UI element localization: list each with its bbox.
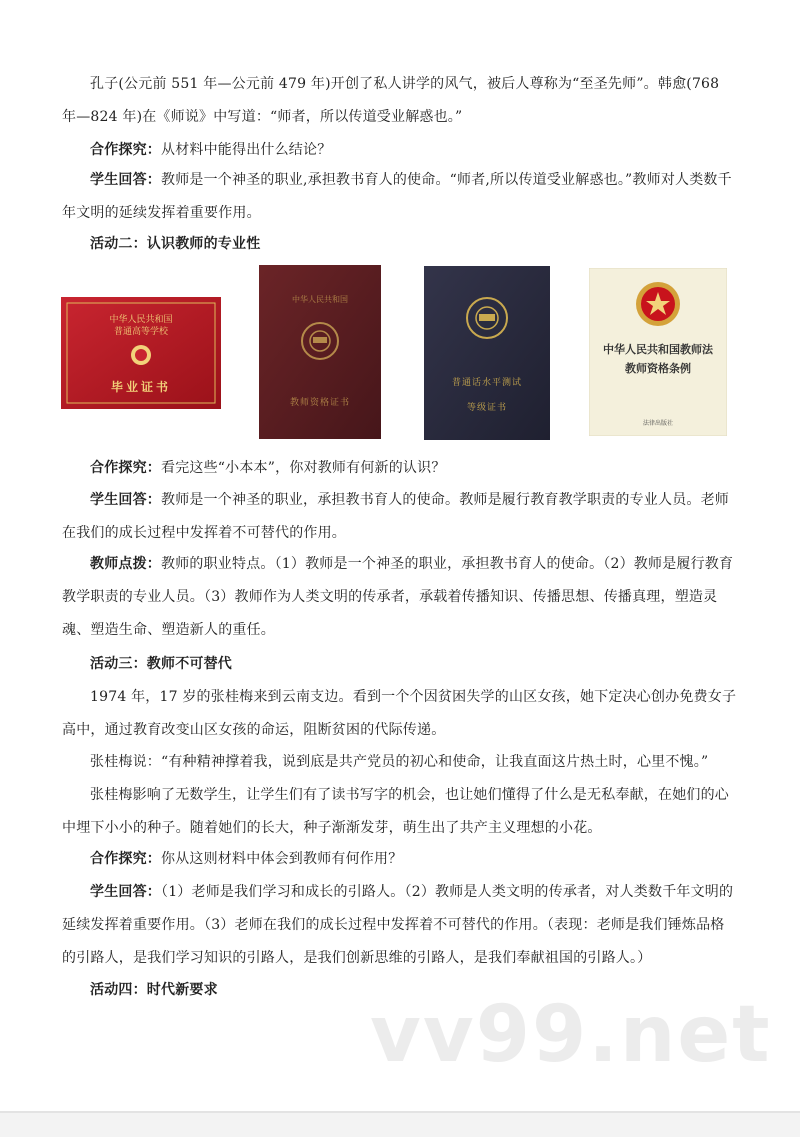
label-inquiry: 合作探究： xyxy=(90,142,161,158)
svg-text:法律出版社: 法律出版社 xyxy=(642,420,674,427)
answer-text: 教师是一个神圣的职业,承担教书育人的使命。“师者,所以传道受业解惑也。”教师对人类数千年文明的延续发挥着重要作用。 xyxy=(62,172,732,221)
graduation-certificate-image xyxy=(61,297,221,409)
paragraph-answer-3 xyxy=(62,876,738,975)
svg-text:教师资格证书: 教师资格证书 xyxy=(289,398,351,408)
label-inquiry: 合作探究： xyxy=(90,851,161,867)
svg-text:中华人民共和国: 中华人民共和国 xyxy=(292,295,348,304)
teachers-law-book-image xyxy=(589,268,727,436)
page-bottom-band xyxy=(0,1113,800,1137)
paragraph-inquiry-2 xyxy=(62,452,738,485)
svg-text:中华人民共和国教师法: 中华人民共和国教师法 xyxy=(603,343,713,356)
paragraph-inquiry-3 xyxy=(62,843,738,876)
heading-activity-2: 活动二：认识教师的专业性 xyxy=(90,236,261,252)
label-answer: 学生回答： xyxy=(90,172,161,188)
paragraph-teacher-guidance xyxy=(62,548,738,647)
svg-text:毕业证书: 毕业证书 xyxy=(110,380,172,394)
paragraph-answer-1 xyxy=(62,164,738,230)
paragraph-answer-2 xyxy=(62,484,738,550)
svg-text:中华人民共和国: 中华人民共和国 xyxy=(109,315,173,325)
paragraph-zhang-guimei-2: 张桂梅影响了无数学生，让学生们有了读书写字的机会，也让她们懂得了什么是无私奉献，在她们的心中埋下小小的种子。随着她们的长大，种子渐渐发芽，萌生出了共产主义理想的小花。 xyxy=(62,787,729,836)
inquiry-text: 从材料中能得出什么结论？ xyxy=(161,142,332,158)
paragraph-zhang-guimei-1: 1974 年，17 岁的张桂梅来到云南支边。看到一个个因贫困失学的山区女孩，她下定决心创办免费女子高中，通过教育改变山区女孩的命运，阻断贫困的代际传递。 xyxy=(62,689,737,738)
putonghua-certificate-image xyxy=(424,266,550,440)
guidance-text: 教师的职业特点。（1）教师是一个神圣的职业，承担教书育人的使命。（2）教师是履行教育教学职责的专业人员。（3）教师作为人类文明的传承者，承载着传播知识、传播思想、传播真理，塑造灵魂、塑造生命、塑造新人的重任。 xyxy=(62,556,734,638)
heading-activity-4: 活动四：时代新要求 xyxy=(90,982,218,998)
label-answer: 学生回答： xyxy=(90,884,161,900)
svg-text:普通高等学校: 普通高等学校 xyxy=(113,327,169,337)
paragraph-inquiry-1 xyxy=(62,134,738,167)
inquiry-text: 你从这则材料中体会到教师有何作用？ xyxy=(161,851,403,867)
teacher-certificate-image xyxy=(259,265,381,439)
answer-text: （1）老师是我们学习和成长的引路人。（2）教师是人类文明的传承者，对人类数千年文明的延续发挥着重要作用。（3）老师在我们的成长过程中发挥着不可替代的作用。（表现：老师是我们锤炼品格的引路人，是我们学习知识的引路人，是我们创新思维的引路人，是我们奉献祖国的引路人。） xyxy=(62,884,734,966)
svg-text:教师资格条例: 教师资格条例 xyxy=(625,362,691,375)
svg-text:普通话水平测试: 普通话水平测试 xyxy=(451,378,523,388)
svg-text:等级证书: 等级证书 xyxy=(466,403,508,413)
paragraph-confucius: 孔子(公元前 551 年—公元前 479 年)开创了私人讲学的风气，被后人尊称为“至圣先师”。韩愈(768 年—824 年)在《师说》中写道：“师者，所以传道受业解惑也。” xyxy=(62,76,720,125)
label-answer: 学生回答： xyxy=(90,492,161,508)
label-inquiry: 合作探究： xyxy=(90,460,161,476)
paragraph-zhang-guimei-quote: 张桂梅说：“有种精神撑着我，说到底是共产党员的初心和使命，让我直面这片热土时，心里不愧。” xyxy=(90,754,709,770)
inquiry-text: 看完这些“小本本”，你对教师有何新的认识？ xyxy=(161,460,446,476)
watermark: vv99.net xyxy=(370,990,772,1080)
label-teacher-guidance: 教师点拨： xyxy=(90,556,161,572)
heading-activity-3: 活动三：教师不可替代 xyxy=(90,656,232,672)
answer-text: 教师是一个神圣的职业，承担教书育人的使命。教师是履行教育教学职责的专业人员。老师在我们的成长过程中发挥着不可替代的作用。 xyxy=(62,492,729,541)
